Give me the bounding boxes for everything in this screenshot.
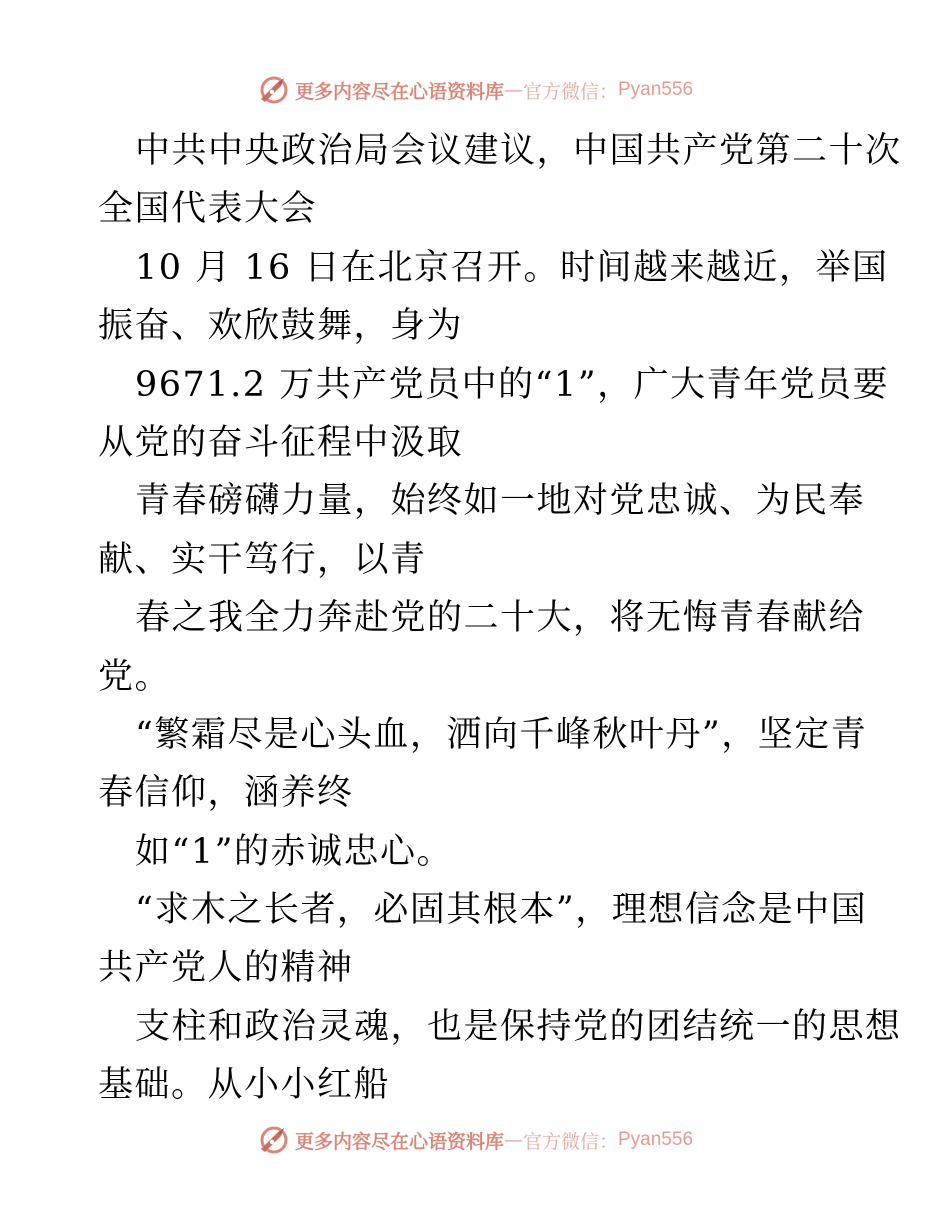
body-line: 从党的奋斗征程中汲取 <box>98 422 464 463</box>
body-line: 支柱和政治灵魂，也是保持党的团结统一的思想 <box>135 1006 902 1047</box>
body-line: “求木之长者，必固其根本”，理想信念是中国 <box>135 890 868 931</box>
body-line: 青春磅礴力量，始终如一地对党忠诚、为民奉 <box>135 481 866 522</box>
body-line: “繁霜尽是心头血，洒向千峰秋叶丹”，坚定青 <box>135 714 868 755</box>
body-line: 共产党人的精神 <box>98 948 354 989</box>
header-banner <box>0 70 950 110</box>
body-line: 春信仰，涵养终 <box>98 773 354 814</box>
pen-circle-logo-icon <box>257 1123 291 1157</box>
body-line: 全国代表大会 <box>98 189 318 230</box>
banner-separator: — <box>503 79 523 101</box>
body-line: 如“1”的赤诚忠心。 <box>135 831 454 872</box>
banner-title: 更多内容尽在心语资料库 <box>294 1130 504 1153</box>
body-line: 中共中央政治局会议建议，中国共产党第二十次 <box>135 131 902 171</box>
body-line: 基础。从小小红船 <box>98 1065 391 1106</box>
body-text <box>98 122 902 1115</box>
banner-wechat-id: Pyan556 <box>618 79 694 100</box>
body-line: 献、实干笃行，以青 <box>98 539 427 580</box>
body-line: 9671.2 万共产党员中的“1”，广大青年党员要 <box>135 364 890 405</box>
body-line: 党。 <box>98 656 172 697</box>
pen-circle-logo-icon <box>257 73 291 107</box>
banner-wechat-label: 官方微信： <box>522 80 618 103</box>
banner-separator: — <box>503 1129 523 1151</box>
body-line: 振奋、欢欣鼓舞，身为 <box>98 306 464 347</box>
banner-title: 更多内容尽在心语资料库 <box>294 80 504 103</box>
body-line: 10 月 16 日在北京召开。时间越来越近，举国 <box>135 247 889 288</box>
footer-banner <box>0 1120 950 1160</box>
banner-wechat-id: Pyan556 <box>618 1129 694 1150</box>
banner-wechat-label: 官方微信： <box>522 1130 618 1153</box>
body-line: 春之我全力奔赴党的二十大，将无悔青春献给 <box>135 598 866 639</box>
